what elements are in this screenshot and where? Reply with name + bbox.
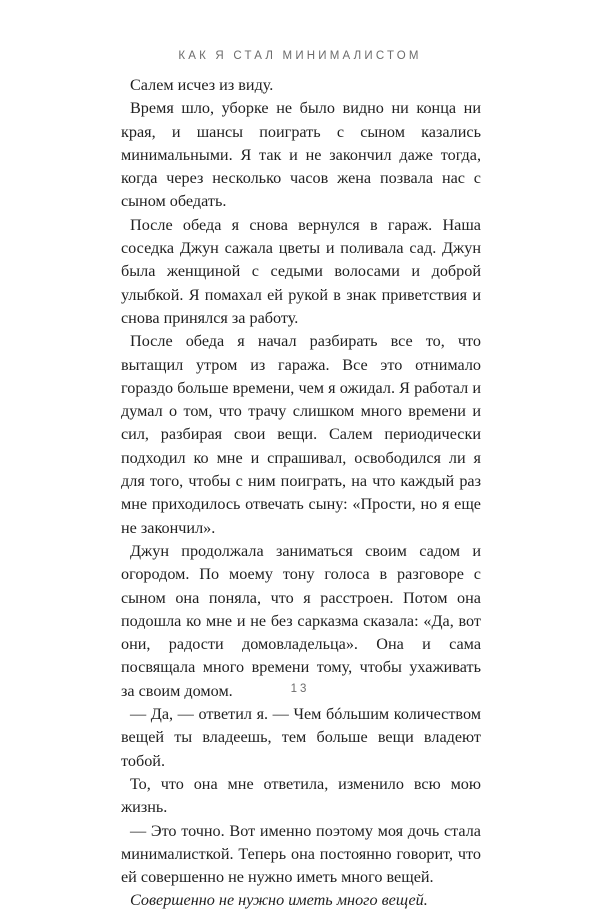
page-number: 13 [290, 683, 310, 695]
paragraph-2: Время шло, уборке не было видно ни конца ни края, и шансы поиграть с сыном казались минимальными. Я так и не закончил даже тогда, когда через несколько часов жена позвала нас с сыном обедать. [121, 99, 481, 211]
paragraph-7: То, что она мне ответила, изменило всю мою жизнь. [121, 774, 481, 817]
paragraph-9-italic: Совершенно не нужно иметь много вещей. [130, 891, 428, 910]
paragraph-5: Джун продолжала заниматься своим садом и огородом. По моему тону голоса в разговоре с сыном она поняла, что я расстроен. Потом она подошла ко мне и не без сарказма сказала: «Да, вот они, радости домовладельца». Она и сама посвящала много времени тому, чтобы ухаживать за своим домом. [121, 541, 481, 700]
running-head: КАК Я СТАЛ МИНИМАЛИСТОМ [178, 50, 422, 62]
paragraph-3: После обеда я снова вернулся в гараж. Наша соседка Джун сажала цветы и поливала сад. Джун была женщиной с седыми волосами и доброй улыбкой. Я помахал ей рукой в знак приветствия и снова принялся за работу. [121, 215, 481, 327]
paragraph-4: После обеда я начал разбирать все то, что вытащил утром из гаража. Все это отнимало гораздо больше времени, чем я ожидал. Я работал и думал о том, что трачу слишком много времени и сил, разбирая свои вещи. Салем периодически подходил ко мне и спрашивал, освободился ли я для того, чтобы с ним поиграть, на что каждый раз мне приходилось отвечать сыну: «Прости, но я еще не закончил». [121, 332, 481, 537]
paragraph-1: Салем исчез из виду. [130, 76, 274, 94]
paragraph-6: — Да, — ответил я. — Чем бóльшим количеством вещей ты владеешь, тем больше вещи владеют тобой. [121, 705, 481, 770]
paragraph-8: — Это точно. Вот именно поэтому моя дочь стала минималисткой. Теперь она постоянно говорит, что ей совершенно не нужно иметь много вещей. [121, 821, 481, 887]
body-text [121, 74, 481, 913]
